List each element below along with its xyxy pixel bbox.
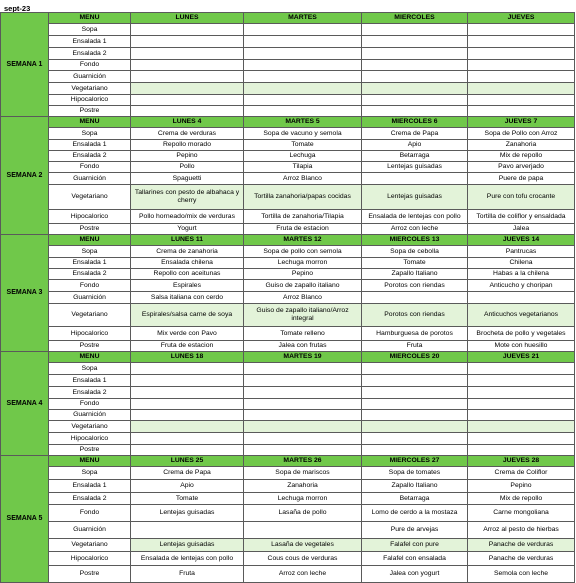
menu-cell: Lasaña de pollo	[244, 505, 362, 522]
menu-cell	[468, 445, 575, 456]
menu-cell: Panache de verduras	[468, 552, 575, 566]
meal-label: Postre	[49, 341, 131, 352]
meal-label: Guarnición	[49, 173, 131, 185]
meal-label: Postre	[49, 224, 131, 235]
menu-cell	[468, 36, 575, 48]
menu-cell	[131, 106, 244, 117]
meal-row-ensalada-2	[1, 48, 575, 60]
meal-row-ensalada-1	[1, 480, 575, 493]
menu-cell: Porotos con riendas	[362, 280, 468, 292]
menu-cell	[468, 60, 575, 71]
meal-row-fondo	[1, 280, 575, 292]
menu-cell: Tortilla de coliflor y ensaldada	[468, 210, 575, 224]
menu-cell: Lasaña de vegetales	[244, 539, 362, 552]
menu-cell: Zanahoria	[244, 480, 362, 493]
meal-label: Ensalada 2	[49, 48, 131, 60]
meal-label: Ensalada 1	[49, 258, 131, 269]
menu-cell: Lechuga	[244, 151, 362, 162]
day-column-header: MIERCOLES 13	[362, 235, 468, 246]
menu-cell	[131, 95, 244, 106]
menu-cell	[131, 522, 244, 539]
menu-cell	[362, 173, 468, 185]
menu-cell	[244, 433, 362, 445]
menu-cell	[244, 95, 362, 106]
meal-label: Ensalada 2	[49, 269, 131, 280]
menu-cell: Mix verde con Pavo	[131, 327, 244, 341]
menu-cell	[131, 36, 244, 48]
meal-row-sopa	[1, 246, 575, 258]
menu-cell: Apio	[362, 140, 468, 151]
meal-label: Hipocalorico	[49, 433, 131, 445]
menu-cell: Anticucho y choripan	[468, 280, 575, 292]
meal-row-guarnicion	[1, 173, 575, 185]
menu-cell	[468, 95, 575, 106]
menu-cell	[131, 24, 244, 36]
menu-cell	[131, 433, 244, 445]
menu-cell: Yogurt	[131, 224, 244, 235]
meal-row-vegetariano	[1, 539, 575, 552]
week-header-row	[1, 352, 575, 363]
menu-cell: Crema de verduras	[131, 128, 244, 140]
menu-cell	[468, 387, 575, 399]
menu-cell	[244, 363, 362, 375]
meal-label: Ensalada 1	[49, 140, 131, 151]
menu-cell: Tortilla zanahoria/papas cocidas	[244, 185, 362, 210]
menu-cell: Tallarines con pesto de albahaca y cherry	[131, 185, 244, 210]
menu-cell: Porotos con riendas	[362, 304, 468, 327]
menu-cell: Brocheta de pollo y vegetales	[468, 327, 575, 341]
menu-cell: Panache de verduras	[468, 539, 575, 552]
menu-cell: Pepino	[468, 480, 575, 493]
meal-row-guarnicion	[1, 292, 575, 304]
menu-cell: Betarraga	[362, 493, 468, 505]
day-column-header: MIERCOLES 20	[362, 352, 468, 363]
day-column-header: LUNES 25	[131, 456, 244, 467]
menu-cell	[244, 522, 362, 539]
meal-row-vegetariano	[1, 421, 575, 433]
menu-cell: Fruta de estacion	[244, 224, 362, 235]
meal-row-hipocalorico	[1, 210, 575, 224]
menu-cell	[468, 48, 575, 60]
menu-cell: Jalea con frutas	[244, 341, 362, 352]
menu-cell	[362, 433, 468, 445]
menu-cell: Falafel con ensalada	[362, 552, 468, 566]
menu-cell	[468, 375, 575, 387]
menu-cell: Betarraga	[362, 151, 468, 162]
menu-cell: Crema de Papa	[362, 128, 468, 140]
menu-cell	[362, 363, 468, 375]
menu-cell: Pollo horneado/mix de verduras	[131, 210, 244, 224]
menu-cell: Lomo de cerdo a la mostaza	[362, 505, 468, 522]
menu-cell: Guiso de zapallo italiano/Arroz integral	[244, 304, 362, 327]
meal-label: Ensalada 1	[49, 375, 131, 387]
menu-cell	[244, 445, 362, 456]
menu-cell: Mix de repollo	[468, 493, 575, 505]
menu-cell	[244, 60, 362, 71]
menu-cell	[362, 445, 468, 456]
meal-label: Sopa	[49, 128, 131, 140]
menu-cell	[468, 71, 575, 83]
day-column-header: MIERCOLES 27	[362, 456, 468, 467]
meal-label: Ensalada 1	[49, 480, 131, 493]
menu-cell	[362, 399, 468, 410]
menu-cell	[131, 421, 244, 433]
menu-cell	[244, 387, 362, 399]
menu-cell: Fruta de estacion	[131, 341, 244, 352]
menu-cell: Chilena	[468, 258, 575, 269]
meal-label: Guarnición	[49, 292, 131, 304]
menu-cell: Lentejas guisadas	[131, 539, 244, 552]
meal-label: Sopa	[49, 24, 131, 36]
meal-label: Vegetariano	[49, 185, 131, 210]
menu-cell: Pepino	[131, 151, 244, 162]
day-column-header: MARTES	[244, 13, 362, 24]
meal-label: Ensalada 2	[49, 387, 131, 399]
menu-cell: Pollo	[131, 162, 244, 173]
menu-cell	[468, 421, 575, 433]
meal-label: Hipocalorico	[49, 327, 131, 341]
menu-cell: Fruta	[131, 566, 244, 583]
menu-cell: Pure de arvejas	[362, 522, 468, 539]
week-header-row	[1, 235, 575, 246]
menu-cell	[468, 410, 575, 421]
menu-cell: Ensalada de lentejas con pollo	[131, 552, 244, 566]
menu-cell	[244, 24, 362, 36]
menu-cell: Anticuchos vegetarianos	[468, 304, 575, 327]
week-label: SEMANA 5	[1, 456, 49, 583]
menu-cell	[468, 24, 575, 36]
meal-row-postre	[1, 341, 575, 352]
menu-cell: Tomate relleno	[244, 327, 362, 341]
menu-cell	[362, 387, 468, 399]
menu-cell: Guiso de zapallo italiano	[244, 280, 362, 292]
menu-cell: Hamburguesa de porotos	[362, 327, 468, 341]
meal-row-vegetariano	[1, 83, 575, 95]
meal-row-guarnicion	[1, 71, 575, 83]
day-column-header: MARTES 12	[244, 235, 362, 246]
menu-cell	[468, 399, 575, 410]
menu-cell	[131, 375, 244, 387]
menu-cell: Tomate	[244, 140, 362, 151]
menu-cell	[244, 83, 362, 95]
menu-cell: Lentejas guisadas	[362, 162, 468, 173]
menu-cell	[362, 71, 468, 83]
meal-label: Postre	[49, 566, 131, 583]
week-label: SEMANA 1	[1, 13, 49, 117]
meal-row-sopa	[1, 128, 575, 140]
meal-label: Guarnición	[49, 71, 131, 83]
menu-cell	[362, 60, 468, 71]
menu-cell: Sopa de vacuno y semola	[244, 128, 362, 140]
menu-cell	[244, 71, 362, 83]
menu-cell: Sopa de cebolla	[362, 246, 468, 258]
meal-label: Fondo	[49, 505, 131, 522]
menu-cell: Semola con leche	[468, 566, 575, 583]
meal-label: Guarnición	[49, 522, 131, 539]
meal-row-guarnicion	[1, 522, 575, 539]
menu-cell: Ensalada de lentejas con pollo	[362, 210, 468, 224]
day-column-header: MARTES 26	[244, 456, 362, 467]
meal-row-sopa	[1, 24, 575, 36]
menu-cell: Jalea	[468, 224, 575, 235]
menu-cell	[362, 83, 468, 95]
menu-cell: Puere de papa	[468, 173, 575, 185]
meal-row-ensalada-1	[1, 258, 575, 269]
menu-cell: Ensalada chilena	[131, 258, 244, 269]
menu-cell: Lechuga morron	[244, 258, 362, 269]
menu-cell: Arroz Blanco	[244, 173, 362, 185]
meal-row-ensalada-2	[1, 151, 575, 162]
menu-column-header: MENU	[49, 456, 131, 467]
week-header-row	[1, 456, 575, 467]
meal-row-ensalada-1	[1, 36, 575, 48]
week-label: SEMANA 3	[1, 235, 49, 352]
meal-row-ensalada-1	[1, 375, 575, 387]
sheet-title: sept-23	[4, 4, 31, 13]
menu-cell	[468, 292, 575, 304]
menu-cell	[244, 399, 362, 410]
meal-label: Guarnición	[49, 410, 131, 421]
meal-row-ensalada-2	[1, 269, 575, 280]
meal-label: Ensalada 2	[49, 151, 131, 162]
week-label: SEMANA 2	[1, 117, 49, 235]
meal-row-hipocalorico	[1, 95, 575, 106]
menu-cell: Falafel con pure	[362, 539, 468, 552]
meal-row-fondo	[1, 505, 575, 522]
meal-label: Ensalada 1	[49, 36, 131, 48]
meal-label: Hipocalorico	[49, 210, 131, 224]
menu-cell	[362, 36, 468, 48]
menu-cell	[362, 95, 468, 106]
menu-cell: Crema de zanahoria	[131, 246, 244, 258]
menu-cell	[362, 106, 468, 117]
menu-cell: Tilapia	[244, 162, 362, 173]
menu-cell: Arroz con leche	[362, 224, 468, 235]
menu-cell: Zapallo Italiano	[362, 480, 468, 493]
meal-row-postre	[1, 106, 575, 117]
menu-cell: Sopa de mariscos	[244, 467, 362, 480]
meal-label: Vegetariano	[49, 539, 131, 552]
day-column-header: MIERCOLES	[362, 13, 468, 24]
meal-label: Vegetariano	[49, 421, 131, 433]
menu-cell: Sopa de Pollo con Arroz	[468, 128, 575, 140]
day-column-header: LUNES	[131, 13, 244, 24]
menu-cell	[468, 83, 575, 95]
menu-column-header: MENU	[49, 352, 131, 363]
menu-cell: Mote con huesillo	[468, 341, 575, 352]
menu-cell: Sopa de pollo con semola	[244, 246, 362, 258]
menu-cell	[362, 292, 468, 304]
menu-cell	[131, 399, 244, 410]
day-column-header: LUNES 11	[131, 235, 244, 246]
menu-cell: Lechuga morron	[244, 493, 362, 505]
week-header-row	[1, 13, 575, 24]
menu-column-header: MENU	[49, 117, 131, 128]
meal-label: Fondo	[49, 60, 131, 71]
menu-cell: Arroz al pesto de hierbas	[468, 522, 575, 539]
meal-row-ensalada-2	[1, 493, 575, 505]
menu-cell	[468, 106, 575, 117]
day-column-header: MARTES 19	[244, 352, 362, 363]
meal-row-vegetariano	[1, 304, 575, 327]
menu-cell	[244, 410, 362, 421]
menu-cell: Habas a la chilena	[468, 269, 575, 280]
meal-row-hipocalorico	[1, 552, 575, 566]
day-column-header: LUNES 18	[131, 352, 244, 363]
meal-row-guarnicion	[1, 410, 575, 421]
meal-row-ensalada-1	[1, 140, 575, 151]
menu-column-header: MENU	[49, 13, 131, 24]
menu-cell	[244, 421, 362, 433]
menu-cell: Crema de Coliflor	[468, 467, 575, 480]
menu-cell	[131, 48, 244, 60]
menu-cell	[131, 71, 244, 83]
meal-row-hipocalorico	[1, 327, 575, 341]
menu-cell: Salsa italiana con cerdo	[131, 292, 244, 304]
menu-cell: Lentejas guisadas	[362, 185, 468, 210]
menu-cell: Mix de repollo	[468, 151, 575, 162]
meal-row-postre	[1, 224, 575, 235]
menu-cell	[244, 375, 362, 387]
menu-cell: Sopa de tomates	[362, 467, 468, 480]
menu-cell: Zanahoria	[468, 140, 575, 151]
menu-cell: Repollo morado	[131, 140, 244, 151]
menu-cell	[468, 363, 575, 375]
menu-cell: Jalea con yogurt	[362, 566, 468, 583]
menu-cell: Tortilla de zanahoria/Tilapia	[244, 210, 362, 224]
meal-label: Fondo	[49, 399, 131, 410]
menu-cell: Cous cous de verduras	[244, 552, 362, 566]
day-column-header: LUNES 4	[131, 117, 244, 128]
menu-cell: Arroz Blanco	[244, 292, 362, 304]
menu-cell	[244, 36, 362, 48]
menu-cell: Pantrucas	[468, 246, 575, 258]
meal-row-postre	[1, 445, 575, 456]
menu-cell: Crema de Papa	[131, 467, 244, 480]
day-column-header: JUEVES 7	[468, 117, 575, 128]
menu-cell: Carne mongoliana	[468, 505, 575, 522]
menu-cell: Tomate	[131, 493, 244, 505]
menu-cell	[362, 375, 468, 387]
meal-row-ensalada-2	[1, 387, 575, 399]
meal-label: Sopa	[49, 363, 131, 375]
menu-cell	[131, 445, 244, 456]
meal-row-fondo	[1, 399, 575, 410]
menu-cell: Pure con tofu crocante	[468, 185, 575, 210]
menu-cell: Espirales	[131, 280, 244, 292]
day-column-header: MIERCOLES 6	[362, 117, 468, 128]
menu-cell: Tomate	[362, 258, 468, 269]
menu-cell	[131, 387, 244, 399]
menu-table	[0, 12, 575, 583]
menu-cell	[131, 83, 244, 95]
meal-label: Vegetariano	[49, 83, 131, 95]
meal-label: Hipocalorico	[49, 552, 131, 566]
day-column-header: JUEVES 21	[468, 352, 575, 363]
day-column-header: MARTES 5	[244, 117, 362, 128]
week-label: SEMANA 4	[1, 352, 49, 456]
menu-cell: Fruta	[362, 341, 468, 352]
menu-cell: Pepino	[244, 269, 362, 280]
menu-cell	[362, 421, 468, 433]
menu-cell	[131, 363, 244, 375]
menu-cell	[362, 24, 468, 36]
meal-row-vegetariano	[1, 185, 575, 210]
meal-label: Postre	[49, 106, 131, 117]
menu-cell	[131, 60, 244, 71]
meal-row-sopa	[1, 363, 575, 375]
meal-label: Fondo	[49, 280, 131, 292]
meal-row-fondo	[1, 60, 575, 71]
meal-label: Hipocalorico	[49, 95, 131, 106]
menu-column-header: MENU	[49, 235, 131, 246]
meal-row-sopa	[1, 467, 575, 480]
menu-cell	[244, 106, 362, 117]
day-column-header: JUEVES	[468, 13, 575, 24]
week-header-row	[1, 117, 575, 128]
menu-cell: Apio	[131, 480, 244, 493]
meal-row-hipocalorico	[1, 433, 575, 445]
menu-cell	[362, 410, 468, 421]
meal-label: Sopa	[49, 467, 131, 480]
menu-cell	[468, 433, 575, 445]
meal-row-fondo	[1, 162, 575, 173]
menu-cell	[131, 410, 244, 421]
day-column-header: JUEVES 28	[468, 456, 575, 467]
meal-label: Sopa	[49, 246, 131, 258]
menu-cell: Arroz con leche	[244, 566, 362, 583]
menu-cell: Lentejas guisadas	[131, 505, 244, 522]
menu-cell: Espirales/salsa carne de soya	[131, 304, 244, 327]
meal-label: Fondo	[49, 162, 131, 173]
day-column-header: JUEVES 14	[468, 235, 575, 246]
menu-cell: Repollo con aceitunas	[131, 269, 244, 280]
meal-row-postre	[1, 566, 575, 583]
menu-cell: Spaguetti	[131, 173, 244, 185]
menu-cell: Pavo arverjado	[468, 162, 575, 173]
menu-cell	[244, 48, 362, 60]
meal-label: Ensalada 2	[49, 493, 131, 505]
meal-label: Vegetariano	[49, 304, 131, 327]
menu-cell	[362, 48, 468, 60]
meal-label: Postre	[49, 445, 131, 456]
menu-cell: Zapallo Italiano	[362, 269, 468, 280]
